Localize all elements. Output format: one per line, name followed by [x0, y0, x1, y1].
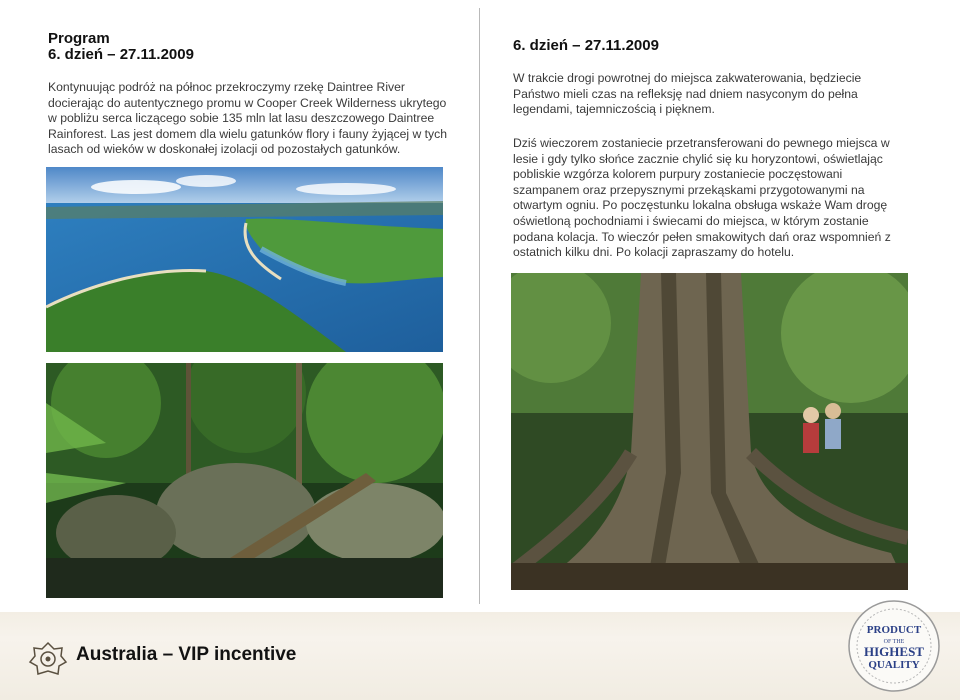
footer-title: Australia – VIP incentive: [76, 644, 297, 665]
right-paragraph-1: W trakcie drogi powrotnej do miejsca zakwaterowania, będziecie Państwo mieli czas na refleksję nad dniem nasyconym do pełna legendami, tajemniczością i pięknem.: [513, 71, 862, 117]
rainforest-boulders-photo: [46, 363, 443, 598]
left-paragraph: Kontynuując podróż na północ przekroczymy rzekę Daintree River docierając do autentycznego promu w Cooper Creek Wilderness ukrytego w pobliżu serca liczącego sobie 135 mln lat lasu deszczowego Daintree Rainforest. Las jest domem dla wielu gatunków flory i fauny żyjącej w tych lasach od wieków w doskonałej izolacji od pozostałych gatunków.: [48, 80, 447, 157]
giant-tree-photo: [511, 273, 908, 590]
river-aerial-photo: [46, 167, 443, 352]
column-divider: [479, 8, 480, 604]
quality-badge: [846, 598, 942, 694]
crest-icon: [28, 640, 68, 678]
right-paragraph-2: Dziś wieczorem zostaniecie przetransferowani do pewnego miejsca w lesie i gdy tylko słońce zacznie chylić się ku horyzontowi, oświetlając pobliskie wzgórza kolorem purpury zostaniecie poczęstowani szampanem oraz przepysznymi przekąskami przygotowanymi na otwartym ogniu. Po poczęstunku lokalna obsługa wskaże Wam drogę oświetloną pochodniami i świecami do miejsca, w którym zostanie podana kolacja. To wieczór pełen smakowitych dań oraz wspomnień z ostatnich kilku dni. Po kolacji zapraszamy do hotelu.: [513, 136, 891, 260]
badge-line-1: PRODUCT: [866, 624, 922, 636]
right-day-heading: 6. dzień – 27.11.2009: [513, 37, 659, 54]
badge-line-2: OF THE: [883, 639, 905, 645]
left-day-heading: 6. dzień – 27.11.2009: [48, 46, 194, 63]
badge-line-3: HIGHEST: [864, 644, 924, 659]
program-heading: Program: [48, 30, 110, 47]
badge-line-4: QUALITY: [868, 659, 920, 671]
